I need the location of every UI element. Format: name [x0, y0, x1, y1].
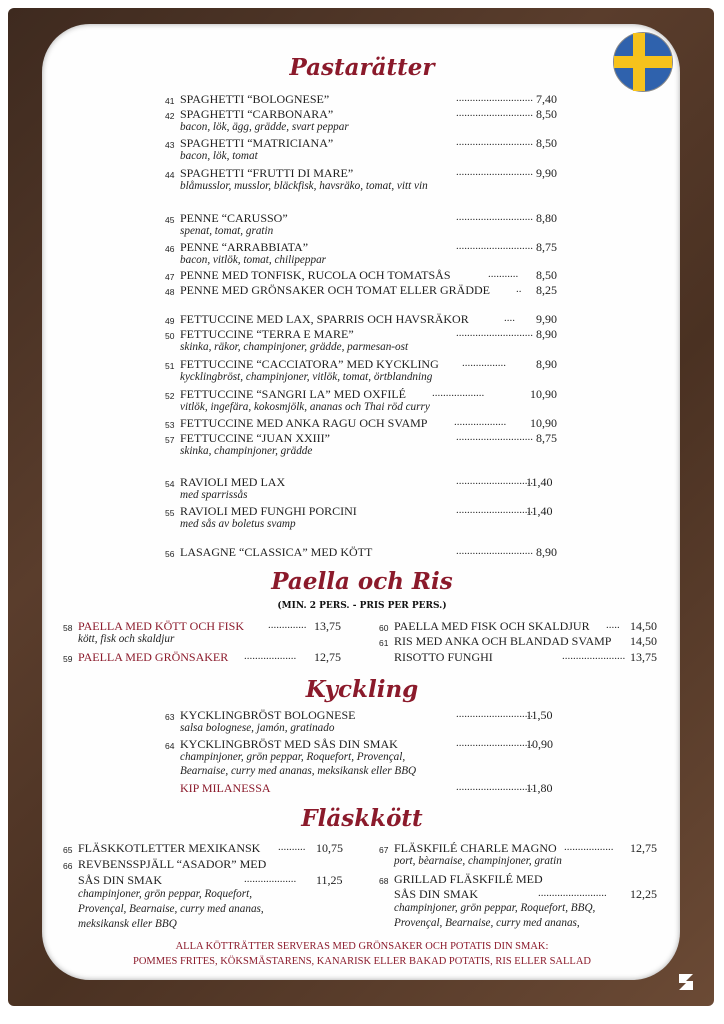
- leader-dots: ............................: [456, 327, 533, 339]
- menu-item-price: 11,80: [526, 781, 553, 795]
- leader-dots: ............................: [456, 781, 533, 793]
- menu-item-description: salsa bolognese, jamón, gratinado: [180, 722, 335, 734]
- menu-item-price: 12,75: [630, 841, 657, 855]
- item-number: 48: [165, 287, 175, 297]
- menu-item-name: PAELLA MED FISK OCH SKALDJUR: [394, 619, 590, 633]
- menu-item-name: GRILLAD FLÄSKFILÉ MED: [394, 872, 543, 886]
- menu-page: [42, 24, 680, 980]
- section-title-kyckling: Kyckling: [305, 676, 419, 703]
- menu-item-name: FLÄSKFILÉ CHARLE MAGNO: [394, 841, 557, 855]
- menu-item-price: 8,75: [536, 431, 557, 445]
- menu-item-price: 9,90: [536, 312, 557, 326]
- leader-dots: ............................: [456, 240, 533, 252]
- leader-dots: ................: [462, 357, 506, 369]
- item-number: 46: [165, 244, 175, 254]
- leader-dots: ............................: [456, 431, 533, 443]
- menu-item-name: SPAGHETTI “CARBONARA”: [180, 107, 334, 121]
- menu-item-name: RAVIOLI MED LAX: [180, 475, 286, 489]
- leader-dots: ...................: [244, 873, 297, 885]
- leader-dots: ............................: [456, 166, 533, 178]
- menu-item-name: PENNE “CARUSSO”: [180, 211, 288, 225]
- leader-dots: ...........: [488, 268, 519, 280]
- item-number: 54: [165, 479, 175, 489]
- item-number: 43: [165, 140, 175, 150]
- menu-item-price: 11,50: [526, 708, 553, 722]
- menu-item-price: 10,90: [530, 416, 557, 430]
- item-number: 53: [165, 420, 175, 430]
- menu-item-name: FETTUCCINE “JUAN XXIII”: [180, 431, 330, 445]
- menu-item-price: 7,40: [536, 92, 557, 106]
- menu-item-name: RIS MED ANKA OCH BLANDAD SVAMP: [394, 634, 612, 648]
- item-number: 51: [165, 361, 175, 371]
- menu-item-name: FETTUCCINE “CACCIATORA” MED KYCKLING: [180, 357, 439, 371]
- menu-item-description: port, bèarnaise, champinjoner, gratin: [394, 855, 562, 867]
- item-number: 55: [165, 508, 175, 518]
- menu-item-price: 14,50: [630, 619, 657, 633]
- menu-item-name: FLÄSKKOTLETTER MEXIKANSK: [78, 841, 261, 855]
- menu-item-name: FETTUCCINE “TERRA E MARE”: [180, 327, 354, 341]
- menu-item-name: LASAGNE “CLASSICA” MED KÖTT: [180, 545, 373, 559]
- leader-dots: .....: [606, 619, 620, 631]
- menu-item-price: 13,75: [630, 650, 657, 664]
- section-title-paella: Paella och Ris: [271, 568, 453, 595]
- menu-item-name: PAELLA MED KÖTT OCH FISK: [78, 619, 245, 633]
- leader-dots: ............................: [456, 737, 533, 749]
- item-number: 61: [379, 638, 389, 648]
- menu-item-name: PAELLA MED GRÖNSAKER: [78, 650, 229, 664]
- menu-item-name: PENNE “ARRABBIATA”: [180, 240, 309, 254]
- menu-item-name: SPAGHETTI “MATRICIANA”: [180, 136, 334, 150]
- menu-item-price: 13,75: [314, 619, 341, 633]
- menu-item-description: champinjoner, grön peppar, Roquefort, Provençal,: [180, 751, 406, 763]
- menu-item-price: 8,50: [536, 107, 557, 121]
- menu-item-description: champinjoner, grön peppar, Roquefort, BBQ,: [394, 902, 596, 914]
- leader-dots: ............................: [456, 107, 533, 119]
- item-number: 49: [165, 316, 175, 326]
- leader-dots: ...................: [244, 650, 297, 662]
- menu-item-name: KYCKLINGBRÖST BOLOGNESE: [180, 708, 356, 722]
- item-number: 42: [165, 111, 175, 121]
- footer-line-2: POMMES FRITES, KÖKSMÄSTARENS, KANARISK ELLER BAKAD POTATIS, RIS ELLER SALLAD: [132, 956, 592, 967]
- menu-item-description: blåmusslor, musslor, bläckfisk, havsräko, tomat, vitt vin: [180, 180, 428, 192]
- item-number: 58: [63, 623, 73, 633]
- menu-item-price: 10,90: [530, 387, 557, 401]
- menu-item-price: 10,90: [526, 737, 553, 751]
- menu-item-name: FETTUCCINE MED ANKA RAGU OCH SVAMP: [180, 416, 428, 430]
- footer-line-1: ALLA KÖTTRÄTTER SERVERAS MED GRÖNSAKER OCH POTATIS DIN SMAK:: [175, 941, 549, 952]
- menu-item-description: bacon, vitlök, tomat, chilipeppar: [180, 254, 327, 266]
- menu-item-price: 8,90: [536, 545, 557, 559]
- menu-item-price: 12,75: [314, 650, 341, 664]
- menu-item-name: PENNE MED GRÖNSAKER OCH TOMAT ELLER GRÄDDE: [180, 283, 491, 297]
- leader-dots: ............................: [456, 708, 533, 720]
- leader-dots: ..................: [564, 841, 614, 853]
- item-number: 65: [63, 845, 73, 855]
- menu-item-description: champinjoner, grön peppar, Roquefort,: [78, 888, 253, 900]
- menu-item-name: SÅS DIN SMAK: [78, 873, 163, 887]
- menu-item-price: 8,50: [536, 136, 557, 150]
- menu-item-price: 11,40: [526, 475, 553, 489]
- menu-item-description: Provençal, Bearnaise, curry med ananas,: [78, 903, 264, 915]
- menu-item-price: 9,90: [536, 166, 557, 180]
- leader-dots: ............................: [456, 475, 533, 487]
- menu-item-name: RAVIOLI MED FUNGHI PORCINI: [180, 504, 357, 518]
- menu-item-description: spenat, tomat, gratin: [180, 225, 274, 237]
- menu-item-name: RISOTTO FUNGHI: [394, 650, 493, 664]
- item-number: 63: [165, 712, 175, 722]
- item-number: 44: [165, 170, 175, 180]
- leader-dots: ............................: [456, 504, 533, 516]
- menu-item-price: 10,75: [316, 841, 343, 855]
- menu-item-description: Provençal, Bearnaise, curry med ananas,: [394, 917, 580, 929]
- item-number: 56: [165, 549, 175, 559]
- menu-item-description: meksikansk eller BBQ: [78, 918, 177, 930]
- menu-item-price: 8,50: [536, 268, 557, 282]
- menu-item-name: SPAGHETTI “FRUTTI DI MARE”: [180, 166, 354, 180]
- item-number: 50: [165, 331, 175, 341]
- menu-item-price: 11,40: [526, 504, 553, 518]
- menu-item-description: skinka, champinjoner, grädde: [180, 445, 313, 457]
- leader-dots: ..........: [278, 841, 306, 853]
- menu-item-price: 12,25: [630, 887, 657, 901]
- leader-dots: ............................: [456, 92, 533, 104]
- menu-item-description: kött, fisk och skaldjur: [78, 633, 175, 645]
- menu-item-name: KYCKLINGBRÖST MED SÅS DIN SMAK: [180, 737, 398, 751]
- item-number: 59: [63, 654, 73, 664]
- menu-item-description: bacon, lök, tomat: [180, 150, 258, 162]
- item-number: 52: [165, 391, 175, 401]
- menu-item-description: med sås av boletus svamp: [180, 518, 296, 530]
- menu-item-name: PENNE MED TONFISK, RUCOLA OCH TOMATSÅS: [180, 268, 451, 282]
- item-number: 57: [165, 435, 175, 445]
- item-number: 66: [63, 861, 73, 871]
- menu-item-price: 8,90: [536, 357, 557, 371]
- leader-dots: ............................: [456, 136, 533, 148]
- leader-dots: ...................: [432, 387, 485, 399]
- leader-dots: ..............: [268, 619, 307, 631]
- menu-item-price: 8,75: [536, 240, 557, 254]
- menu-item-description: kycklingbröst, champinjoner, vitlök, tomat, örtblandning: [180, 371, 433, 383]
- menu-item-name: SPAGHETTI “BOLOGNESE”: [180, 92, 330, 106]
- menu-item-description: vitlök, ingefära, kokosmjölk, ananas och Thai röd curry: [180, 401, 430, 413]
- menu-item-price: 14,50: [630, 634, 657, 648]
- menu-item-name: FETTUCCINE “SANGRI LA” MED OXFILÉ: [180, 387, 406, 401]
- menu-item-description: bacon, lök, ägg, grädde, svart peppar: [180, 121, 349, 133]
- paella-note: (MIN. 2 PERS. - PRIS PER PERS.): [277, 601, 447, 611]
- leader-dots: .........................: [538, 887, 607, 899]
- menu-item-price: 11,25: [316, 873, 343, 887]
- menu-item-price: 8,90: [536, 327, 557, 341]
- menu-item-name: REVBENSSPJÄLL “ASADOR” MED: [78, 857, 267, 871]
- item-number: 67: [379, 845, 389, 855]
- menu-item-description: skinka, räkor, champinjoner, grädde, parmesan-ost: [180, 341, 409, 353]
- menu-item-price: 8,80: [536, 211, 557, 225]
- leader-dots: .......................: [562, 650, 626, 662]
- page-turn-logo-icon: [676, 972, 696, 992]
- leader-dots: ............................: [456, 211, 533, 223]
- leader-dots: ..: [516, 283, 522, 295]
- leader-dots: ............................: [456, 545, 533, 557]
- menu-item-description: med sparrissås: [180, 489, 248, 501]
- item-number: 60: [379, 623, 389, 633]
- item-number: 45: [165, 215, 175, 225]
- section-title-flask: Fläskkött: [301, 805, 423, 832]
- leader-dots: ....: [504, 312, 515, 324]
- menu-item-name: FETTUCCINE MED LAX, SPARRIS OCH HAVSRÄKOR: [180, 312, 469, 326]
- menu-item-name: SÅS DIN SMAK: [394, 887, 479, 901]
- menu-item-name: KIP MILANESSA: [180, 781, 271, 795]
- section-title-pasta: Pastarätter: [289, 54, 435, 81]
- item-number: 41: [165, 96, 175, 106]
- menu-item-description: Bearnaise, curry med ananas, meksikansk eller BBQ: [180, 765, 417, 777]
- leader-dots: ...................: [454, 416, 507, 428]
- item-number: 68: [379, 876, 389, 886]
- menu-item-price: 8,25: [536, 283, 557, 297]
- item-number: 47: [165, 272, 175, 282]
- item-number: 64: [165, 741, 175, 751]
